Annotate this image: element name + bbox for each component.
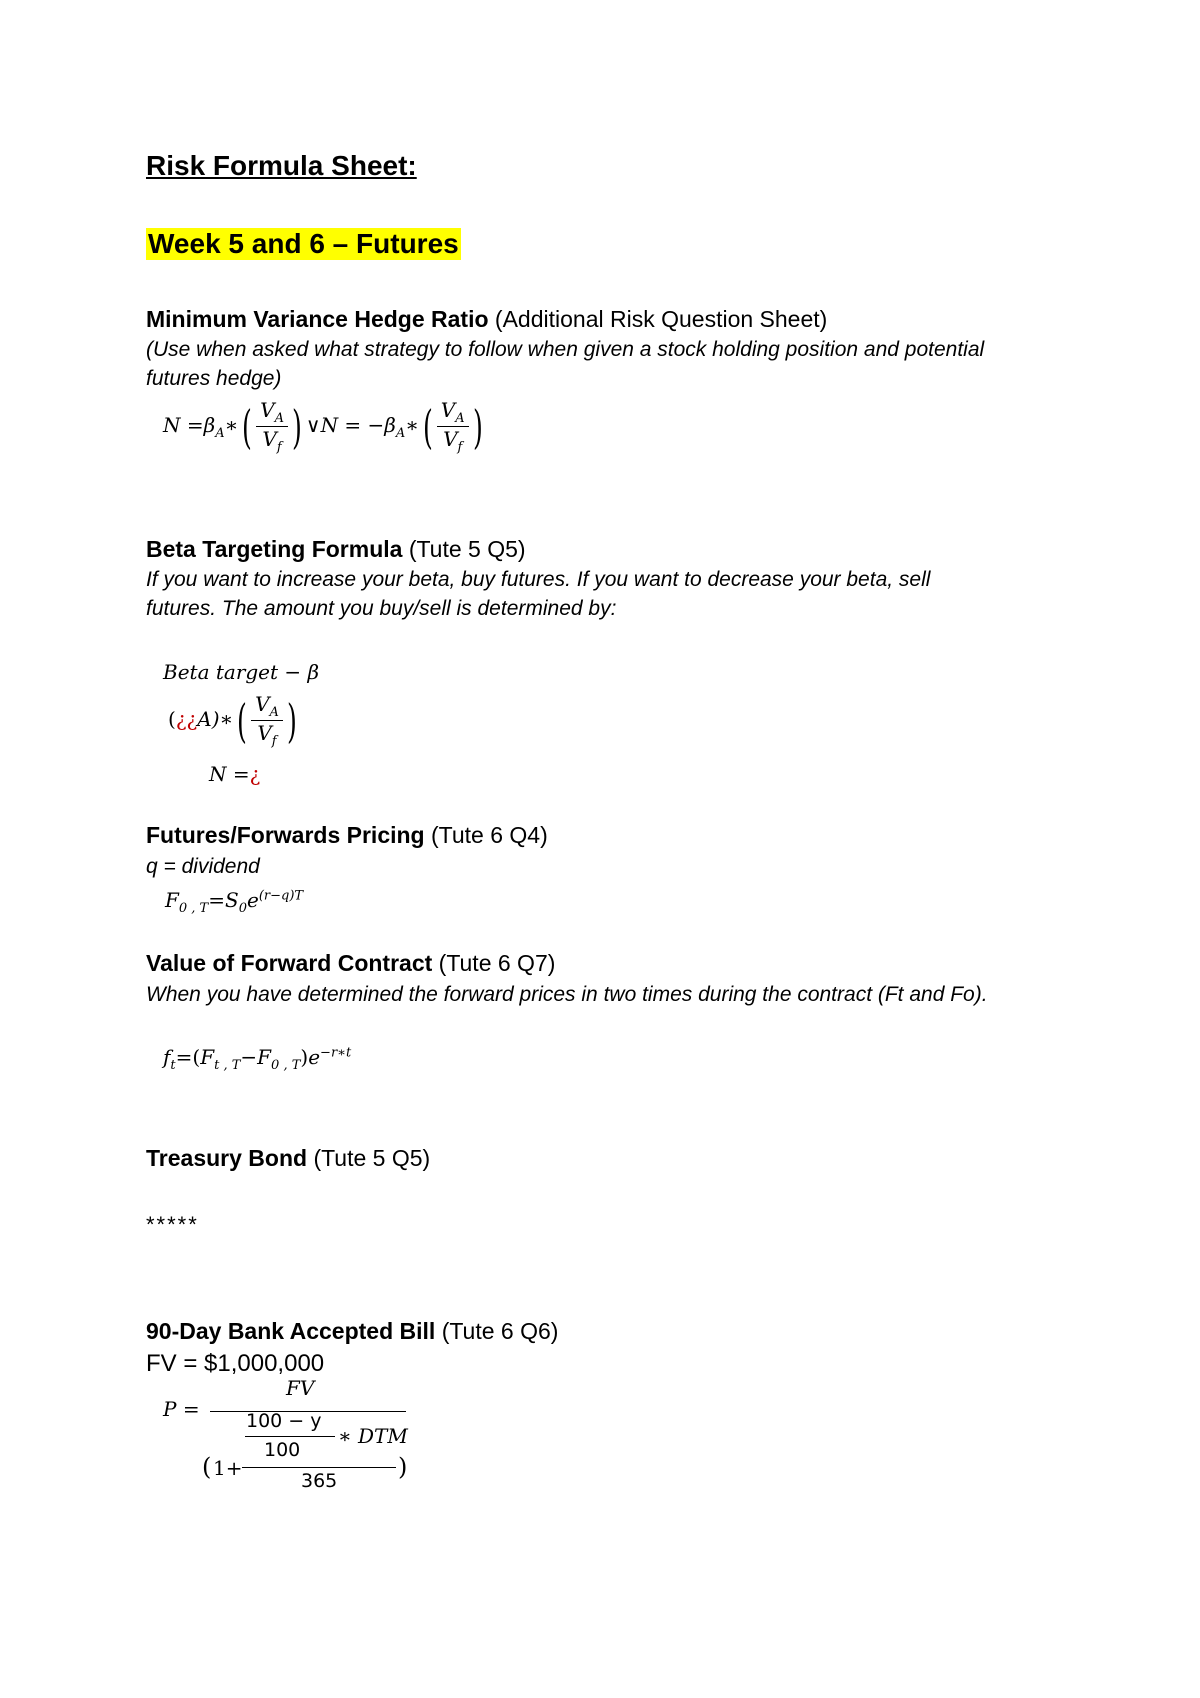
mvhr-beta2: β xyxy=(384,413,396,437)
fwd-ref: (Tute 6 Q7) xyxy=(438,950,556,976)
fwd-F1-sub: t , T xyxy=(214,1058,241,1073)
pricing-eq: = xyxy=(208,888,225,912)
page-title: Risk Formula Sheet: xyxy=(146,150,417,181)
treasury-heading-line xyxy=(146,1145,430,1172)
fwd-F2: F xyxy=(257,1045,272,1069)
beta-frac-den-sub: f xyxy=(271,734,277,749)
bab-fv-line: FV = $1,000,000 xyxy=(146,1350,325,1377)
fwd-f: f xyxy=(163,1045,171,1069)
mvhr-formula xyxy=(163,398,487,455)
mvhr-times2: ∗ xyxy=(405,413,419,437)
fwd-eq: =( xyxy=(175,1045,201,1069)
beta-ref: (Tute 5 Q5) xyxy=(408,536,526,562)
pricing-s-sub: 0 xyxy=(238,901,247,916)
bab-inner-fraction-bar xyxy=(245,1436,335,1437)
beta-formula-line3 xyxy=(209,762,260,786)
bab-heading-line xyxy=(146,1318,558,1345)
mvhr-frac2-den: V xyxy=(443,427,458,451)
beta-note-line2: futures. The amount you buy/sell is determined by: xyxy=(146,597,617,620)
pricing-e: e xyxy=(246,888,259,912)
beta-a-close: A)∗ xyxy=(197,707,234,731)
fwd-F2-sub: 0 , T xyxy=(271,1058,301,1073)
mvhr-fraction xyxy=(256,398,288,455)
mvhr-note-line2: futures hedge) xyxy=(146,367,282,390)
fwd-minus: − xyxy=(240,1045,258,1069)
mvhr-note-line1: (Use when asked what strategy to follow when given a stock holding position and potential xyxy=(146,338,985,361)
mvhr-fraction2 xyxy=(437,398,469,455)
beta-paren-close: ) xyxy=(286,693,297,748)
pricing-f: F xyxy=(165,888,179,912)
bab-close-paren: ) xyxy=(398,1453,408,1481)
beta-frac-num-sub: A xyxy=(269,705,279,720)
beta-heading-line xyxy=(146,536,526,563)
mvhr-frac-num-sub: A xyxy=(274,411,284,426)
beta-glyphs: ¿¿ xyxy=(175,707,198,731)
bab-one-plus: 1+ xyxy=(213,1456,243,1480)
pricing-heading: Futures/Forwards Pricing xyxy=(146,822,425,848)
mvhr-frac2-num-sub: A xyxy=(455,411,465,426)
bab-lhs: P = xyxy=(163,1397,200,1421)
fwd-F1: F xyxy=(200,1045,215,1069)
pricing-s: S xyxy=(225,888,239,912)
fwd-close: ) xyxy=(300,1045,309,1069)
mvhr-times: ∗ xyxy=(224,413,239,437)
bab-numerator: FV xyxy=(286,1376,315,1400)
mvhr-frac2-den-sub: f xyxy=(457,440,463,455)
beta-formula-line2 xyxy=(168,692,301,749)
mvhr-beta: β xyxy=(203,413,216,437)
mvhr-frac-den-sub: f xyxy=(276,440,282,455)
mvhr-frac-den: V xyxy=(262,427,277,451)
beta-paren-open: ( xyxy=(237,693,248,748)
beta-line3-lhs: N = xyxy=(209,762,250,786)
fwd-e: e xyxy=(308,1045,321,1069)
bab-open-paren: ( xyxy=(202,1453,212,1481)
fwd-heading-line xyxy=(146,950,555,977)
bab-inner-numerator: 100 − y xyxy=(246,1410,322,1432)
mvhr-or: ∨ xyxy=(305,413,321,437)
mvhr-beta-sub: A xyxy=(215,426,225,441)
mvhr-paren2-close: ) xyxy=(472,399,483,454)
week-heading: Week 5 and 6 – Futures xyxy=(148,228,459,259)
treasury-ref: (Tute 5 Q5) xyxy=(313,1145,431,1171)
mvhr-frac-num: V xyxy=(260,398,275,422)
beta-formula-line1: Beta target − β xyxy=(163,660,320,684)
beta-line3-glyph: ¿ xyxy=(249,762,261,786)
mvhr-lhs: N = xyxy=(163,413,204,437)
pricing-formula xyxy=(165,888,303,916)
bab-ref: (Tute 6 Q6) xyxy=(441,1318,559,1344)
beta-open: ( xyxy=(168,707,176,731)
treasury-stars: ***** xyxy=(146,1212,199,1237)
beta-fraction xyxy=(251,692,283,749)
beta-note-line1: If you want to increase your beta, buy futures. If you want to decrease your beta, sell xyxy=(146,568,931,591)
fwd-note: When you have determined the forward prices in two times during the contract (Ft and Fo). xyxy=(146,983,988,1006)
fwd-exp: −r∗t xyxy=(320,1045,352,1061)
mvhr-heading-line xyxy=(146,306,827,333)
mvhr-ref: (Additional Risk Question Sheet) xyxy=(494,306,828,332)
mvhr-frac2-num: V xyxy=(440,398,456,422)
pricing-note: q = dividend xyxy=(146,855,260,878)
mvhr-paren-close: ) xyxy=(292,399,302,454)
mvhr-heading: Minimum Variance Hedge Ratio xyxy=(146,306,489,332)
treasury-heading: Treasury Bond xyxy=(146,1145,308,1171)
beta-heading: Beta Targeting Formula xyxy=(146,536,403,562)
mvhr-lhs2: N = − xyxy=(320,413,385,437)
pricing-f-sub: 0 , T xyxy=(178,901,209,916)
fwd-f-sub: t xyxy=(170,1058,176,1073)
bab-days-fraction-bar xyxy=(242,1467,396,1468)
pricing-exp: (r−q)T xyxy=(258,888,304,904)
bab-heading: 90-Day Bank Accepted Bill xyxy=(146,1318,436,1344)
bab-days: 365 xyxy=(301,1470,338,1492)
fwd-heading: Value of Forward Contract xyxy=(146,950,433,976)
fwd-formula xyxy=(163,1045,351,1073)
beta-frac-num: V xyxy=(255,692,270,716)
pricing-ref: (Tute 6 Q4) xyxy=(431,822,548,848)
mvhr-paren-open: ( xyxy=(242,399,253,454)
bab-inner-denominator: 100 xyxy=(264,1439,301,1461)
mvhr-beta2-sub: A xyxy=(395,426,406,441)
beta-frac-den: V xyxy=(257,721,272,745)
bab-dtm: ∗ DTM xyxy=(338,1424,408,1448)
pricing-heading-line xyxy=(146,822,548,849)
mvhr-paren2-open: ( xyxy=(422,399,433,454)
